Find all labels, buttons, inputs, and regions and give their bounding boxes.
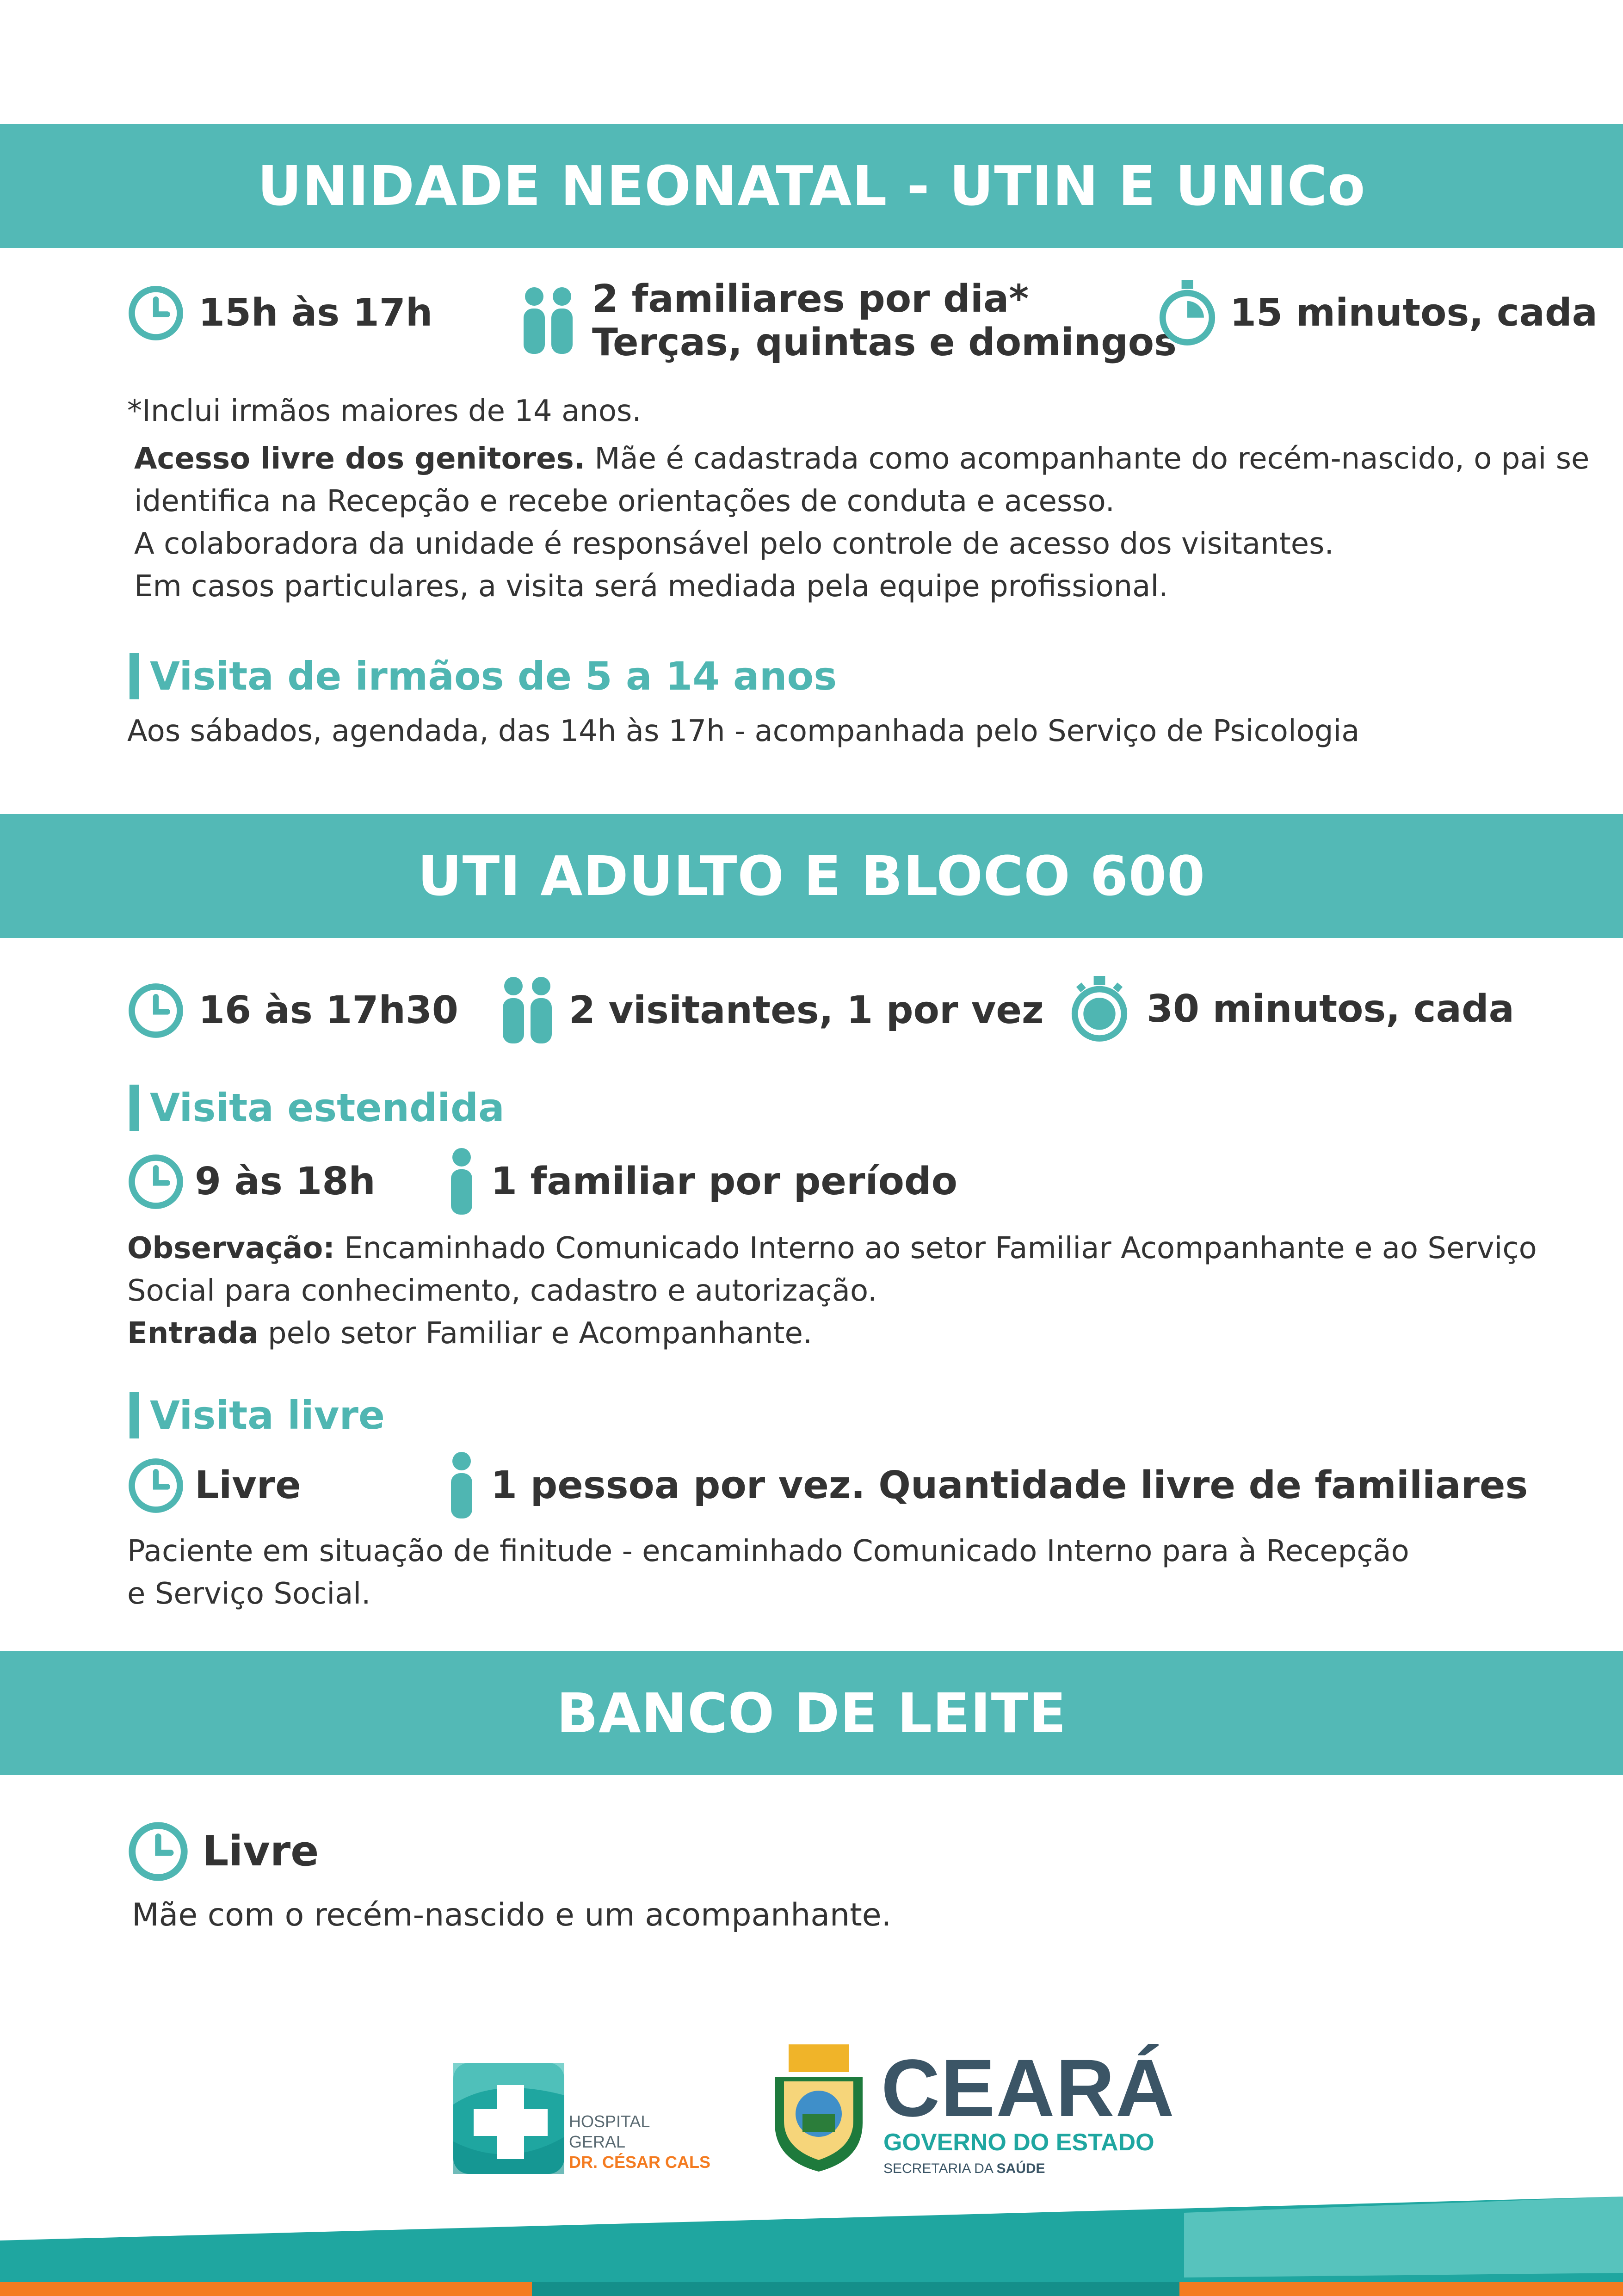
free-visit-title: Visita livre (130, 1392, 385, 1438)
section-header-milk: BANCO DE LEITE (0, 1651, 1623, 1775)
uti-entry: Entrada pelo setor Familiar e Acompanhante. (127, 1316, 813, 1351)
people-icon (497, 976, 557, 1045)
extended-time (127, 1153, 376, 1210)
section-header-uti: UTI ADULTO E BLOCO 600 (0, 814, 1623, 938)
hospital-cross-icon (453, 2063, 564, 2174)
free-visit-text-2: e Serviço Social. (127, 1577, 371, 1611)
section-header-neonatal: UNIDADE NEONATAL - UTIN E UNICo (0, 124, 1623, 248)
neonatal-particular: Em casos particulares, a visita será mediada pela equipe profissional. (134, 569, 1168, 604)
extended-time-text: 9 às 18h (195, 1159, 376, 1204)
uti-duration-text: 30 minutos, cada (1147, 987, 1514, 1031)
uti-duration (1071, 976, 1514, 1043)
free-visit-visitors-text: 1 pessoa por vez. Quantidade livre de familiares (491, 1463, 1528, 1507)
secretaria-label: SECRETARIA DA SAÚDE (883, 2161, 1045, 2176)
milk-text: Mãe com o recém-nascido e um acompanhante. (132, 1897, 892, 1933)
stopwatch-icon (1159, 280, 1216, 347)
neonatal-duration-text: 15 minutos, cada (1230, 291, 1598, 335)
state-logo (770, 2044, 1186, 2179)
neonatal-access-2: identifica na Recepção e recebe orientações de conduta e acesso. (134, 484, 1115, 518)
hospital-name-2: GERAL (569, 2132, 626, 2151)
uti-visitors (497, 976, 1044, 1045)
milk-time (127, 1821, 319, 1882)
clock-icon (127, 1821, 189, 1882)
uti-visitors-text: 2 visitantes, 1 por vez (569, 988, 1044, 1032)
free-visit-visitors (446, 1451, 1528, 1520)
free-visit-text: Paciente em situação de finitude - encaminhado Comunicado Interno para à Recepção (127, 1534, 1409, 1568)
uti-observation: Observação: Encaminhado Comunicado Interno ao setor Familiar Acompanhante e ao Serviço (127, 1231, 1537, 1265)
uti-observation-2: Social para conhecimento, cadastro e autorização. (127, 1274, 877, 1308)
government-label: GOVERNO DO ESTADO (883, 2129, 1154, 2156)
milk-time-text: Livre (202, 1827, 319, 1876)
stopwatch-icon (1071, 976, 1128, 1043)
coat-of-arms-icon (770, 2044, 867, 2174)
neonatal-access: Acesso livre dos genitores. Mãe é cadastrada como acompanhante do recém-nascido, o pai se (134, 442, 1590, 476)
clock-icon (127, 284, 185, 342)
extended-title: Visita estendida (130, 1085, 505, 1131)
free-visit-time (127, 1457, 301, 1514)
hospital-name-1: HOSPITAL (569, 2112, 650, 2131)
siblings-text: Aos sábados, agendada, das 14h às 17h - acompanhada pelo Serviço de Psicologia (127, 714, 1360, 748)
neonatal-note: *Inclui irmãos maiores de 14 anos. (127, 394, 642, 428)
neonatal-visitors (518, 278, 1177, 365)
person-icon (446, 1451, 477, 1520)
people-icon (518, 286, 578, 356)
state-name: CEARÁ (881, 2043, 1175, 2134)
neonatal-visitors-line1: 2 familiares por dia* (592, 277, 1029, 321)
neonatal-time (127, 284, 432, 342)
clock-icon (127, 982, 185, 1039)
hospital-logo (453, 2063, 712, 2179)
neonatal-time-text: 15h às 17h (198, 290, 433, 335)
footer-decoration (0, 2190, 1623, 2296)
free-visit-time-text: Livre (195, 1463, 301, 1507)
extended-visitors (446, 1147, 957, 1216)
extended-visitors-text: 1 familiar por período (491, 1159, 957, 1204)
neonatal-duration (1159, 280, 1598, 347)
hospital-name-3: DR. CÉSAR CALS (569, 2153, 711, 2172)
neonatal-collab: A colaboradora da unidade é responsável pelo controle de acesso dos visitantes. (134, 527, 1334, 561)
uti-time (127, 982, 458, 1039)
siblings-title: Visita de irmãos de 5 a 14 anos (130, 653, 837, 699)
neonatal-visitors-line2: Terças, quintas e domingos (592, 321, 1177, 365)
uti-time-text: 16 às 17h30 (198, 988, 458, 1032)
clock-icon (127, 1457, 185, 1514)
clock-icon (127, 1153, 185, 1210)
person-icon (446, 1147, 477, 1216)
